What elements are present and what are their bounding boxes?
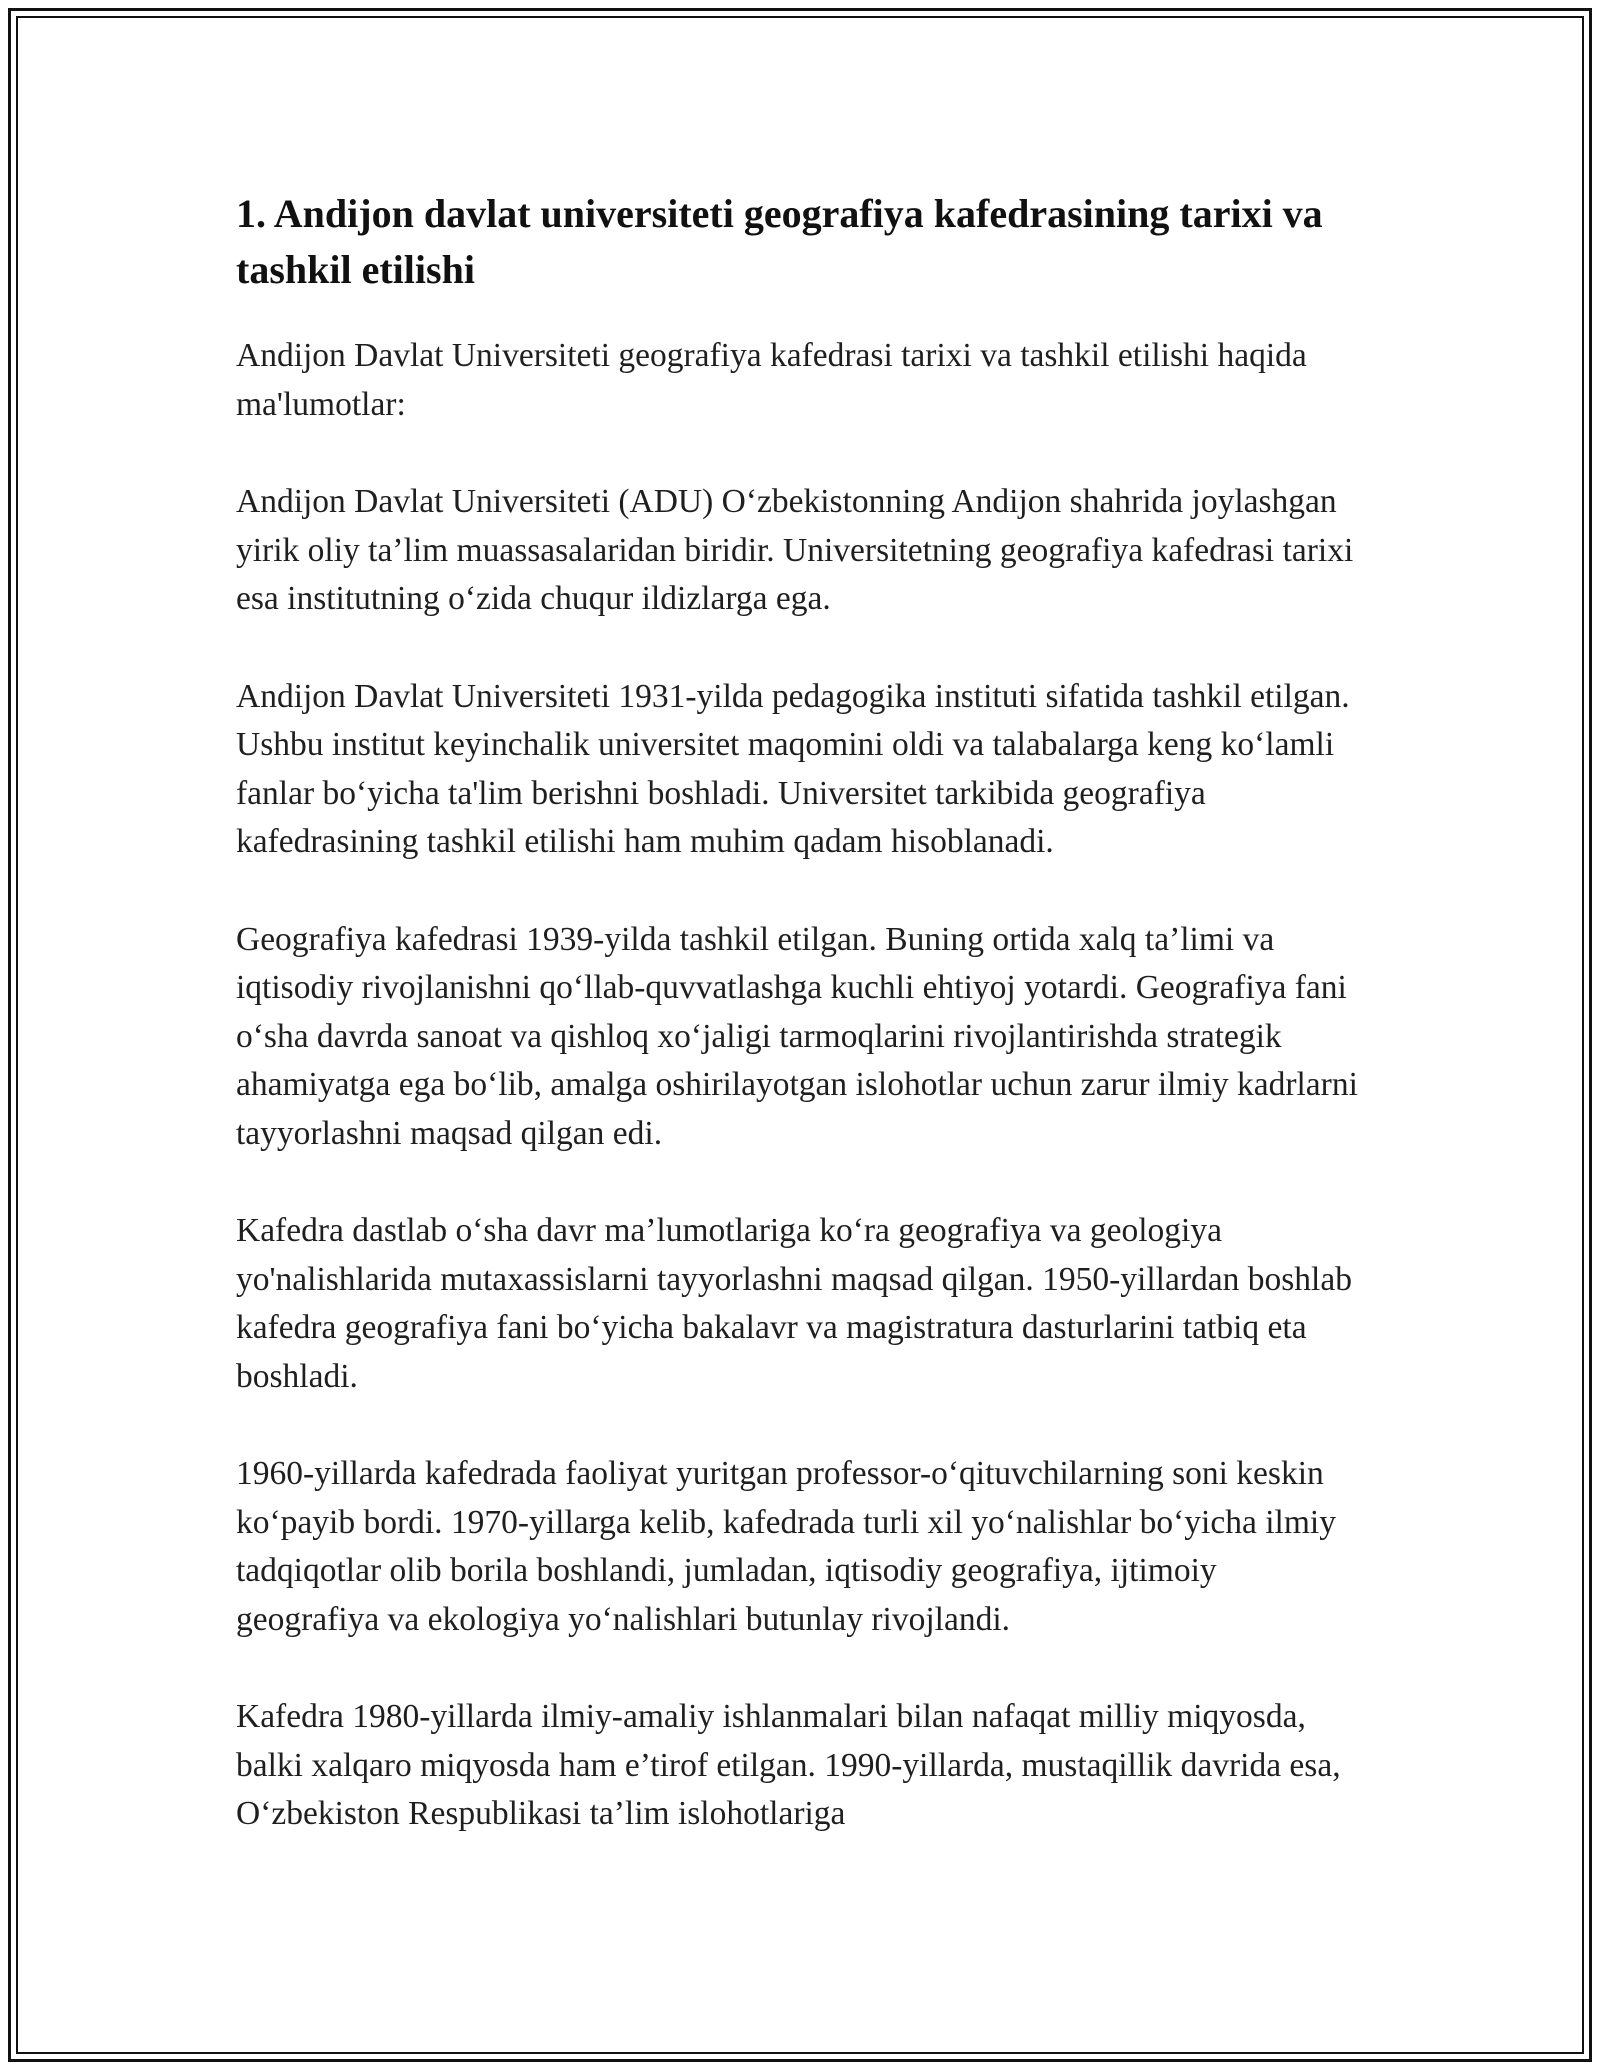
document-body (236, 186, 1366, 1888)
section-heading: 1. Andijon davlat universiteti geografiya kafedrasining tarixi va tashkil etilishi (236, 191, 1323, 292)
paragraph-university-overview: Andijon Davlat Universiteti (ADU) O‘zbekistonning Andijon shahrida joylashgan yirik oliy ta’lim muassasalaridan biridir. Universitetning geografiya kafedrasi tarixi esa institutning o‘zida chuqur ildizlarga ega. (236, 483, 1354, 617)
paragraph-founding-1931: Andijon Davlat Universiteti 1931-yilda pedagogika instituti sifatida tashkil etilgan. Ushbu institut keyinchalik universitet maqomini oldi va talabalarga keng ko‘lamli fanlar bo‘yicha ta'lim berishni boshladi. Universitet tarkibida geografiya kafedrasining tashkil etilishi ham muhim qadam hisoblanadi. (236, 677, 1350, 860)
paragraph-intro: Andijon Davlat Universiteti geografiya kafedrasi tarixi va tashkil etilishi haqida ma'lumotlar: (236, 337, 1307, 423)
paragraph-early-goals: Kafedra dastlab o‘sha davr ma’lumotlariga ko‘ra geografiya va geologiya yo'nalishlarida mutaxassislarni tayyorlashni maqsad qilgan. 1950-yillardan boshlab kafedra geografiya fani bo‘yicha bakalavr va magistratura dasturlarini tatbiq eta boshladi. (236, 1212, 1352, 1395)
paragraph-1980s-1990s: Kafedra 1980-yillarda ilmiy-amaliy ishlanmalari bilan nafaqat milliy miqyosda, balki xalqaro miqyosda ham e’tirof etilgan. 1990-yillarda, mustaqillik davrida esa, O‘zbekiston Respublikasi ta’lim islohotlariga (236, 1698, 1341, 1832)
paragraph-1960s-1970s: 1960-yillarda kafedrada faoliyat yuritgan professor-o‘qituvchilarning soni keskin ko‘payib bordi. 1970-yillarga kelib, kafedrada turli xil yo‘nalishlar bo‘yicha ilmiy tadqiqotlar olib borila boshlandi, jumladan, iqtisodiy geografiya, ijtimoiy geografiya va ekologiya yo‘nalishlari butunlay rivojlandi. (236, 1455, 1336, 1638)
paragraph-department-1939: Geografiya kafedrasi 1939-yilda tashkil etilgan. Buning ortida xalq ta’limi va iqtisodiy rivojlanishni qo‘llab-quvvatlashga kuchli ehtiyoj yotardi. Geografiya fani o‘sha davrda sanoat va qishloq xo‘jaligi tarmoqlarini rivojlantirishda strategik ahamiyatga ega bo‘lib, amalga oshirilayotgan islohotlar uchun zarur ilmiy kadrlarni tayyorlashni maqsad qilgan edi. (236, 920, 1358, 1152)
